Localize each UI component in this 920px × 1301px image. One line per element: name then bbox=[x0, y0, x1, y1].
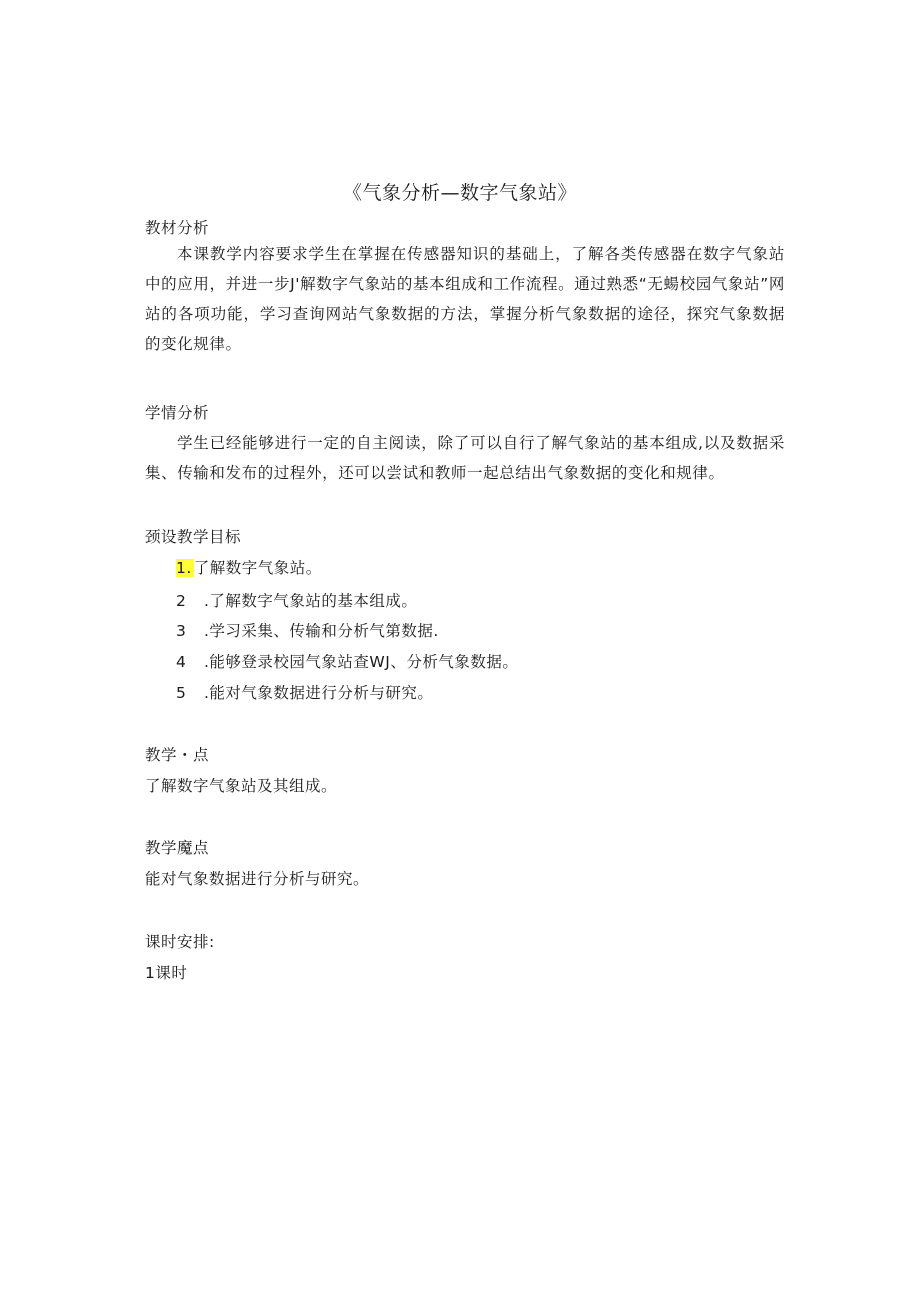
schedule-text: 1课时 bbox=[145, 964, 188, 982]
objective-item bbox=[176, 681, 433, 703]
key-point-heading: 教学・点 bbox=[145, 746, 210, 764]
objective-text: .能对气象数据进行分析与研究。 bbox=[204, 684, 434, 702]
objective-number: 1. bbox=[176, 559, 192, 577]
objective-item bbox=[176, 619, 439, 641]
schedule-heading: 课时安排: bbox=[145, 933, 215, 951]
key-point-text: 了解数字气象站及其组成。 bbox=[145, 777, 338, 795]
objective-number: 4 bbox=[176, 653, 187, 671]
objective-number: 2 bbox=[176, 592, 187, 610]
document-title: 《气象分析—数字气象站》 bbox=[342, 182, 577, 204]
objective-number: 5 bbox=[176, 684, 187, 702]
material-analysis-text: 本课教学内容要求学生在掌握在传感器知识的基础上，了解各类传感器在数字气象站中的应用，并进一步J'解数字气象站的基本组成和工作流程。通过熟悉“无蝪校园气象站”网站的各项功能，学习查询网站气象数据的方法，掌握分析气象数据的途径，探究气象数据的变化规律。 bbox=[145, 245, 785, 353]
objective-text: .学习采集、传输和分析气第数据. bbox=[204, 622, 439, 640]
objective-number: 3 bbox=[176, 622, 187, 640]
difficulty-heading: 教学魔点 bbox=[145, 839, 210, 857]
objective-text: .能够登录校园气象站查WJ、分析气象数据。 bbox=[204, 653, 519, 671]
material-analysis-heading: 教材分析 bbox=[145, 219, 210, 237]
objective-text: 了解数字气象站。 bbox=[193, 559, 322, 577]
objective-item bbox=[176, 650, 518, 672]
objective-text: .了解数字气象站的基本组成。 bbox=[204, 592, 418, 610]
student-analysis-heading: 学情分析 bbox=[145, 404, 210, 422]
student-analysis-text: 学生已经能够进行一定的自主阅读，除了可以自行了解气象站的基本组成,以及数据采集、传输和发布的过程外，还可以尝试和教师一起总结出气象数据的变化和规律。 bbox=[145, 434, 785, 482]
difficulty-text: 能对气象数据进行分析与研究。 bbox=[145, 870, 370, 888]
objective-item bbox=[176, 589, 417, 611]
objectives-heading: 颈设教学目标 bbox=[145, 528, 242, 546]
objective-item bbox=[176, 556, 322, 578]
